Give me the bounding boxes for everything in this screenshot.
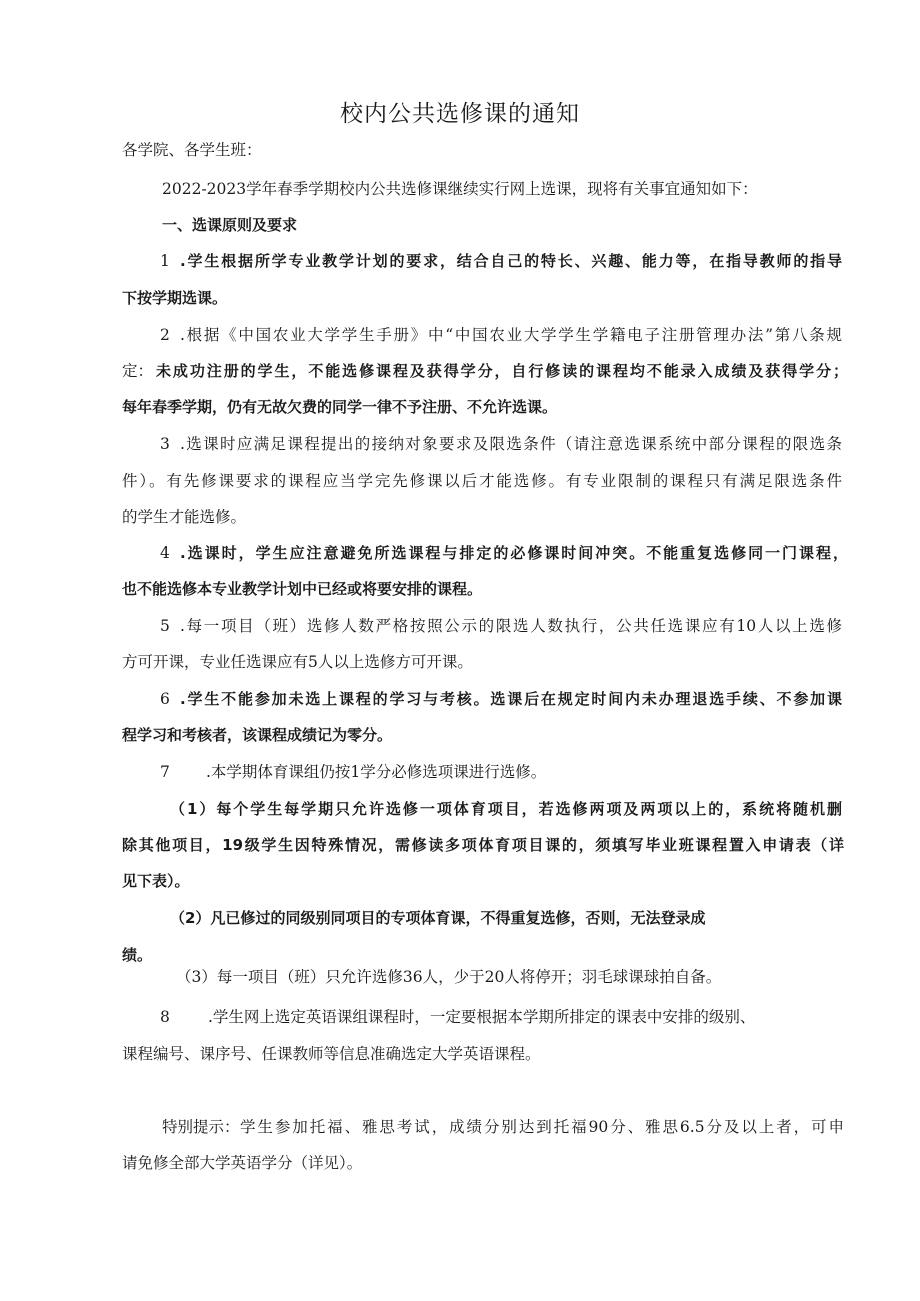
item7-sub1-line: 除其他项目，19级学生因特殊情况，需修读多项体育项目课的，须填写毕业班课程置入申请表（详 bbox=[122, 836, 844, 854]
item7-sub2-line: 绩。 bbox=[122, 946, 153, 964]
notice-line: 学生参加托福、雅思考试，成绩分别达到托福90分、雅思6.5分及以上者，可申 bbox=[240, 1118, 844, 1136]
item-number: 7 bbox=[160, 763, 170, 781]
item4-line: .选课时，学生应注意避免所选课程与排定的必修课时间冲突。不能重复选修同一门课程， bbox=[180, 544, 848, 562]
item2-line: 每年春季学期，仍有无故欠费的同学一律不予注册、不允许选课。 bbox=[122, 398, 558, 416]
item5-line: 方可开课，专业任选课应有5人以上选修方可开课。 bbox=[122, 653, 473, 671]
item7-sub2-line: （2）凡已修过的同级别同项目的专项体育课，不得重复选修，否则，无法登录成 bbox=[170, 909, 706, 927]
item-number: 3 bbox=[160, 435, 170, 453]
item5-line: .每一项目（班）选修人数严格按照公示的限选人数执行，公共任选课应有10人以上选修 bbox=[180, 617, 842, 635]
item-number: 1 bbox=[160, 252, 170, 270]
item-number: 6 bbox=[160, 690, 170, 708]
item6-line: .学生不能参加未选上课程的学习与考核。选课后在规定时间内未办理退选手续、不参加课 bbox=[180, 690, 842, 708]
item3-line: .选课时应满足课程提出的接纳对象要求及限选条件（请注意选课系统中部分课程的限选条 bbox=[180, 435, 842, 453]
item3-line: 件）。有先修课要求的课程应当学完先修课以后才能选修。有专业限制的课程只有满足限选条件 bbox=[122, 472, 842, 490]
item1-line: .学生根据所学专业教学计划的要求，结合自己的特长、兴趣、能力等，在指导教师的指导 bbox=[180, 252, 842, 270]
item3-line: 的学生才能选修。 bbox=[122, 508, 247, 526]
item-number: 2 bbox=[160, 326, 170, 344]
intro-paragraph: 2022-2023学年春季学期校内公共选修课继续实行网上选课，现将有关事宜通知如下： bbox=[162, 180, 758, 198]
item7-sub1-line: （1）每个学生每学期只允许选修一项体育项目，若选修两项及两项以上的，系统将随机删 bbox=[170, 800, 842, 818]
item2-line: 定： bbox=[122, 362, 154, 380]
item1-line: 下按学期选课。 bbox=[122, 289, 228, 307]
section-heading: 一、选课原则及要求 bbox=[162, 216, 298, 234]
notice-label: 特别提示： bbox=[162, 1118, 240, 1136]
item7-line: .本学期体育课组仍按1学分必修选项课进行选修。 bbox=[206, 763, 547, 781]
salutation: 各学院、各学生班： bbox=[122, 141, 262, 159]
notice-line: 请免修全部大学英语学分（详见）。 bbox=[122, 1154, 363, 1172]
item2-line: 未成功注册的学生，不能选修课程及获得学分，自行修读的课程均不能录入成绩及获得学分； bbox=[156, 362, 848, 380]
item7-sub1-line: 见下表）。 bbox=[122, 872, 190, 890]
item6-line: 程学习和考核者，该课程成绩记为零分。 bbox=[122, 726, 393, 744]
item4-line: 也不能选修本专业教学计划中已经或将要安排的课程。 bbox=[122, 580, 483, 598]
item-number: 8 bbox=[160, 1008, 170, 1026]
page-title: 校内公共选修课的通知 bbox=[340, 101, 580, 127]
item2-line: .根据《中国农业大学学生手册》中“中国农业大学学生学籍电子注册管理办法”第八条规 bbox=[180, 326, 842, 344]
item8-line: 课程编号、课序号、任课教师等信息准确选定大学英语课程。 bbox=[122, 1045, 541, 1063]
item-number: 4 bbox=[160, 544, 170, 562]
item8-line: .学生网上选定英语课组课程时，一定要根据本学期所排定的课表中安排的级别、 bbox=[208, 1008, 756, 1026]
item7-sub3-line: （3）每一项目（班）只允许选修36人，少于20人将停开；羽毛球课球拍自备。 bbox=[176, 968, 722, 986]
item-number: 5 bbox=[160, 617, 170, 635]
